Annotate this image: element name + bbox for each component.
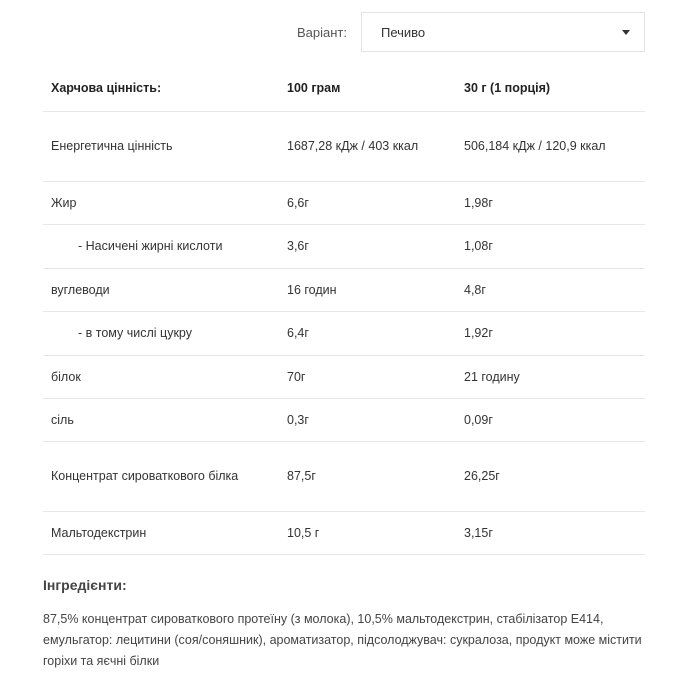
table-row: [43, 311, 645, 355]
variant-selector-row: [297, 12, 426, 52]
row-value-100g: 10,5 г: [279, 511, 456, 554]
row-value-serving: 506,184 кДж / 120,9 ккал: [456, 111, 645, 181]
row-label: Концентрат сироваткового білка: [43, 441, 279, 511]
variant-select[interactable]: [361, 12, 645, 52]
row-value-serving: 21 годину: [456, 355, 645, 398]
row-label: Жир: [43, 181, 279, 224]
row-value-100g: 70г: [279, 355, 456, 398]
ingredients-title: Інгредієнти:: [43, 577, 127, 593]
row-label: вуглеводи: [43, 268, 279, 311]
table-row: [43, 224, 645, 268]
row-value-100g: 16 годин: [279, 268, 456, 311]
row-value-100g: 6,4г: [279, 311, 456, 355]
table-row: [43, 441, 645, 511]
row-value-serving: 3,15г: [456, 511, 645, 554]
row-value-serving: 0,09г: [456, 398, 645, 441]
table-row: [43, 111, 645, 181]
table-header-row: [43, 65, 645, 111]
row-value-serving: 4,8г: [456, 268, 645, 311]
row-label: - Насичені жирні кислоти: [43, 224, 279, 268]
row-label: сіль: [43, 398, 279, 441]
table-row: [43, 398, 645, 441]
row-label: Мальтодекстрин: [43, 511, 279, 554]
row-value-100g: 1687,28 кДж / 403 ккал: [279, 111, 456, 181]
row-value-100g: 0,3г: [279, 398, 456, 441]
row-value-serving: 26,25г: [456, 441, 645, 511]
table-row: [43, 355, 645, 398]
row-value-100g: 6,6г: [279, 181, 456, 224]
table-row: [43, 181, 645, 224]
header-per-100g: 100 грам: [279, 65, 456, 111]
variant-label: Варіант:: [297, 24, 347, 40]
row-value-serving: 1,92г: [456, 311, 645, 355]
row-label: - в тому числі цукру: [43, 311, 279, 355]
row-value-serving: 1,08г: [456, 224, 645, 268]
variant-selected-value: Печиво: [381, 24, 426, 40]
table-row: [43, 268, 645, 311]
nutrition-table: [43, 65, 645, 555]
header-nutrition: Харчова цінність:: [43, 65, 279, 111]
row-label: Енергетична цінність: [43, 111, 279, 181]
header-per-serving: 30 г (1 порція): [456, 65, 645, 111]
row-value-serving: 1,98г: [456, 181, 645, 224]
row-value-100g: 3,6г: [279, 224, 456, 268]
ingredients-text: 87,5% концентрат сироваткового протеїну (з молока), 10,5% мальтодекстрин, стабілізатор Е414, емульгатор: лецитини (соя/соняшник), ароматизатор, підсолоджувач: сукралоза, продукт може містити горіхи та яєчні білки: [43, 612, 642, 668]
row-value-100g: 87,5г: [279, 441, 456, 511]
row-label: білок: [43, 355, 279, 398]
chevron-down-icon: [622, 30, 630, 35]
table-row: [43, 511, 645, 554]
